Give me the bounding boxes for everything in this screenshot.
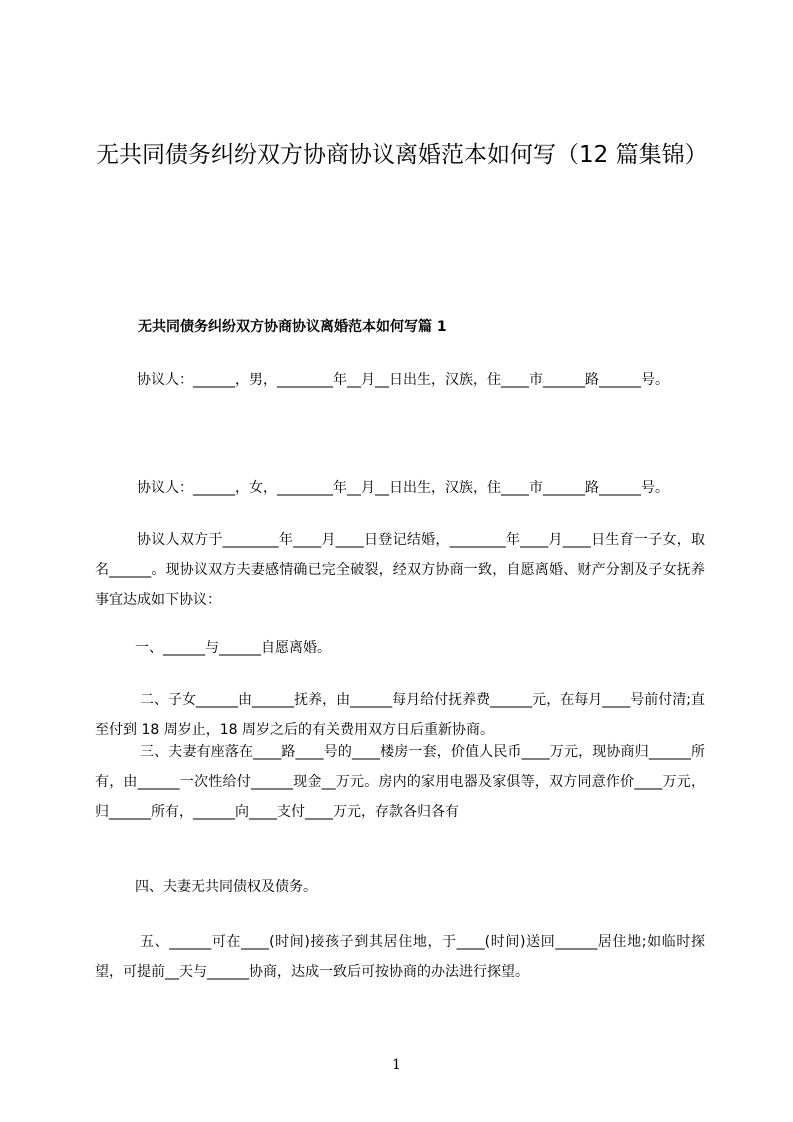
document-title: 无共同债务纠纷双方协商协议离婚范本如何写（12 篇集锦） [96,142,708,168]
section-heading: 无共同债务纠纷双方协商协议离婚范本如何写篇 1 [138,319,447,335]
paragraph-clause-1: 一、______与______自愿离婚。 [135,640,331,656]
paragraph-marriage-info: 协议人双方于________年____月____日登记结婚，________年____月____日生育一子女，取名______。现协议双方夫妻感情确已完全破裂，经双方协商一致，自愿离婚、财产分割及子女抚养事宜达成如下协议： [95,532,705,608]
paragraph-clause-4: 四、夫妻无共同债权及债务。 [135,879,317,895]
paragraph-clause-3: 三、夫妻有座落在____路____号的____楼房一套，价值人民币____万元，现协商归______所有，由______一次性给付______现金__万元。房内的家用电器及家俱等，双方同意作价____万元，归______所有，______向____支付____万元，存款各归各有 [95,744,705,820]
page-number: 1 [392,1057,401,1073]
paragraph-clause-5: 五、______可在____(时间)接孩子到其居住地，于____(时间)送回______居住地;如临时探望，可提前__天与______协商，达成一致后可按协商的办法进行探望。 [95,934,705,980]
paragraph-party-female: 协议人：______，女，________年__月__日出生，汉族，住____市______路______号。 [137,480,669,496]
paragraph-party-male: 协议人：______，男，________年__月__日出生，汉族，住____市______路______号。 [137,372,669,388]
paragraph-clause-2: 二、子女______由______抚养，由______每月给付抚养费______元，在每月____号前付清;直至付到 18 周岁止，18 周岁之后的有关费用双方日后重新协商。 [95,692,705,738]
